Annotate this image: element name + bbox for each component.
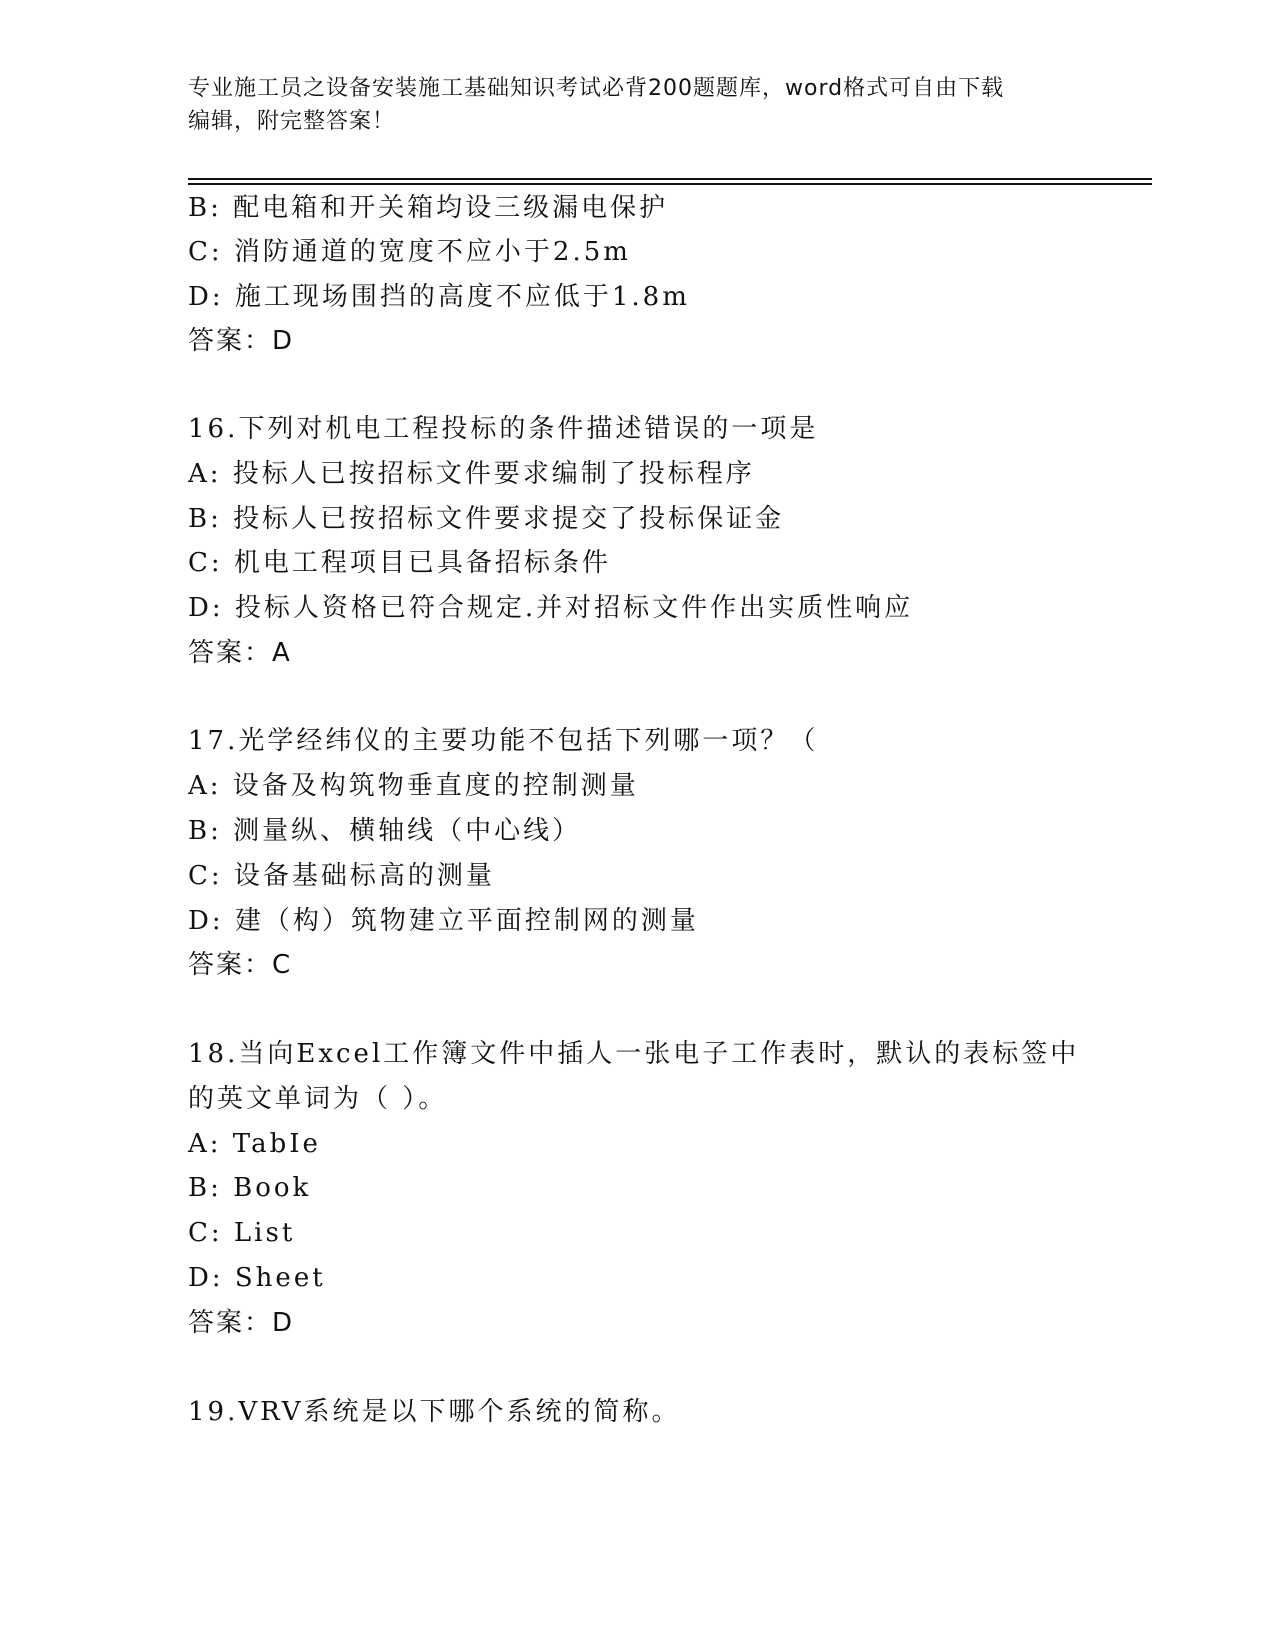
q17-option-a: A: 设备及构筑物垂直度的控制测量 — [188, 771, 639, 801]
header-title-line-1: 专业施工员之设备安装施工基础知识考试必背200题题库，word格式可自由下载 — [188, 76, 1005, 101]
header-divider-bottom — [188, 183, 1152, 185]
q16-option-d: D: 投标人资格已符合规定.并对招标文件作出实质性响应 — [188, 593, 914, 623]
q15-option-d: D: 施工现场围挡的高度不应低于1.8m — [188, 282, 690, 312]
q16-option-a: A: 投标人已按招标文件要求编制了投标程序 — [188, 459, 755, 489]
q16-answer: 答案：A — [188, 638, 292, 668]
q15-option-c: C: 消防通道的宽度不应小于2.5m — [188, 237, 631, 267]
q18-option-b: B: Book — [188, 1173, 312, 1203]
header-divider-top — [188, 178, 1152, 180]
q18-option-d: D: Sheet — [188, 1263, 326, 1293]
q16-option-b: B: 投标人已按招标文件要求提交了投标保证金 — [188, 504, 785, 534]
q18-option-a: A: TabIe — [188, 1129, 321, 1159]
q15-option-b: B: 配电箱和开关箱均设三级漏电保护 — [188, 193, 669, 223]
q16-question: 16.下列对机电工程投标的条件描述错误的一项是 — [188, 414, 819, 444]
q17-question: 17.光学经纬仪的主要功能不包括下列哪一项？（ — [188, 726, 819, 756]
q15-answer: 答案：D — [188, 326, 295, 356]
q18-question-line-1: 18.当向Excel工作簿文件中插人一张电子工作表时，默认的表标签中 — [188, 1039, 1080, 1069]
q19-question: 19.VRV系统是以下哪个系统的简称。 — [188, 1397, 681, 1427]
document-header — [188, 72, 1068, 138]
q16-option-c: C: 机电工程项目已具备招标条件 — [188, 548, 611, 578]
q18-option-c: C: List — [188, 1218, 296, 1248]
q17-answer: 答案：C — [188, 950, 293, 980]
q18-question-line-2: 的英文单词为（ ）。 — [188, 1084, 448, 1114]
header-title-line-2: 编辑，附完整答案！ — [188, 109, 396, 134]
q17-option-b: B: 测量纵、横轴线（中心线） — [188, 816, 582, 846]
q17-option-d: D: 建（构）筑物建立平面控制网的测量 — [188, 906, 699, 936]
q18-answer: 答案：D — [188, 1308, 295, 1338]
q17-option-c: C: 设备基础标高的测量 — [188, 861, 495, 891]
